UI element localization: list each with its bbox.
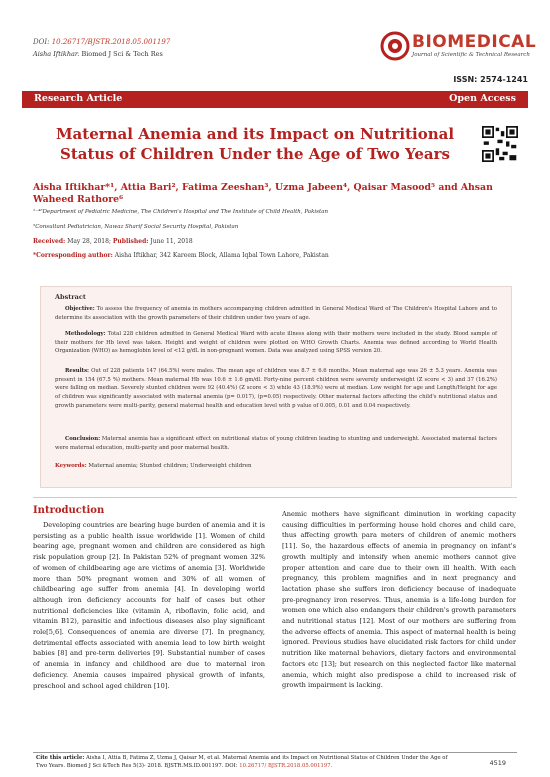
logo-text: BIOMEDICAL xyxy=(412,32,537,52)
open-access-label: Open Access xyxy=(449,93,516,104)
intro-right-column: Anemic mothers have significant diminution in working capacity causing difficulties in performing house hold chores and child care, thus affecting growth para meters of children of anemic mothers [11]. So, the hazardous effects of anemia in pregnancy on infant's growth multiply and intensify when anemic mothers cannot give proper attention and care due to their own ill health. With each pregnancy, this problem magnifies and in next pregnancy and lactation phase she suffers iron deficiency because of inadequate pre-pregnancy iron reserves. Thus, anemia is a life-long burden for women one which also endangers their children's growth parameters and nutritional status [12]. Most of our mothers are suffering from the adverse effects of anemia. This aspect of maternal health is being ignored. Previous studies have elucidated risk factors for child under nutrition like maternal behaviors, dietary factors and environmental factors etc [13]; but research on this neglected factor like maternal anemia, which might also predispose a child to increased risk of growth impairment is lacking. xyxy=(282,510,516,690)
research-article-label: Research Article xyxy=(34,93,123,104)
doi-line xyxy=(33,38,170,46)
abstract-box xyxy=(40,286,512,488)
received-date: May 28, 2018; xyxy=(67,238,111,245)
methodology-text: Total 228 children admitted in General Medical Ward with acute illness along with their mothers were included in the study. Blood sample of their mothers for Hb level was taken. Height and weight of children were plotted on WHO Growth Charts. Anemia was defined according to World Health Organization (WHO) as hemoglobin level of <12 g/dL in non-pregnant women. Data was analyzed using SPSS version 20. xyxy=(55,331,498,355)
intro-left-column: Developing countries are bearing huge burden of anemia and it is persisting as a public health issue worldwide [1]. Women of child bearing age, pregnant women and children are considered as high risk population group [2]. In Pakistan 52% of pregnant women 32% of women of childbearing age are victims of anemia [3]. Worldwide more than 50% pregnant women and 30% of all women of childbearing age suffer from anemia [4]. In developing world although iron deficiency accounts for half of cases but other nutritional deficiencies like (vitamin A, riboflavin, folic acid, and vitamin B12), parasitic and infectious diseases also play significant role[5,6]. Consequences of anemia are diverse [7]. In pregnancy, detrimental effects associated with anemia lead to low birth weight babies [8] and pre-term deliveries [9]. Substantial number of cases of anemia in infancy and childhood are due to maternal iron deficiency. Anemia causes impaired physical growth of infants, preschool and school aged children [10]. xyxy=(33,521,265,690)
abstract-objective xyxy=(55,305,497,322)
corresponding-author xyxy=(33,252,329,259)
section-divider xyxy=(33,497,517,498)
biomedical-logo-icon xyxy=(380,30,410,62)
published-label: Published: xyxy=(112,238,149,245)
abstract-heading: Abstract xyxy=(55,293,86,301)
keywords-text: Maternal anemia; Stunted children; Underweight children xyxy=(88,463,252,469)
keywords-label: Keywords: xyxy=(55,463,87,469)
doi-label: DOI: xyxy=(33,38,50,46)
cite-text: Aisha I, Attia B, Fatima Z, Uzma J, Qaisar M, et al. Maternal Anemia and its Impact on Nutritional Status of Children Under the Age of Two Years. Biomed J Sci &Tech Res 5(3)- 2018. BJSTR.MS.ID.001197. DOI: xyxy=(36,755,448,769)
received-label: Received: xyxy=(33,238,66,245)
methodology-label: Methodology: xyxy=(65,331,106,337)
doi-link[interactable]: 10.26717/BJSTR.2018.05.001197 xyxy=(51,38,171,46)
dates xyxy=(33,238,193,245)
abstract-methodology xyxy=(55,330,497,356)
conclusion-label: Conclusion: xyxy=(65,436,101,442)
logo-subtitle: Journal of Scientific & Technical Research xyxy=(412,52,530,58)
introduction-heading: Introduction xyxy=(33,505,105,516)
short-ref-journal: Biomed J Sci & Tech Res xyxy=(81,50,163,58)
results-text: Out of 228 patients 147 (64.5%) were males. The mean age of children was 8.7 ± 6.6 months. Mean maternal age was 26 ± 5.3 years. Anemia was present in 154 (67.5 %) mothers. Mean maternal Hb was 10.6 ± 1.6 gm/dl. Forty-nine percent children were severely underweight (Z score < 3) and 37 (16.2%) were falling on median. Severely stunted children were 92 (40.4%) (Z score < 3) while 43 (18.9%) were at median. Low weight for age and Length/Height for age of children was significantly associated with maternal anemia (p= 0.017), (p=0.05) respectively. Other maternal factors affecting the child's nutritional status and growth parameters were multi-parity, general maternal health and education level with p value of 0.005, 0.01 and 0.04 respectively. xyxy=(55,368,497,409)
author-list: Aisha Iftikhar*¹, Attia Bari², Fatima Zeeshan³, Uzma Jabeen⁴, Qaisar Masood⁵ and Ahsan Waheed Rathore⁶ xyxy=(33,182,493,205)
published-date: June 11, 2018 xyxy=(150,238,193,245)
cite-label: Cite this article: xyxy=(36,755,85,761)
short-reference xyxy=(33,50,163,58)
keywords xyxy=(55,463,252,469)
results-label: Results: xyxy=(65,368,90,374)
issn: ISSN: 2574-1241 xyxy=(453,75,528,84)
qr-code-icon[interactable] xyxy=(482,126,518,162)
affiliation-1: ¹⁻⁴⁶Department of Pediatric Medicine, The Children's Hospital and The Institute of Child Health, Pakistan xyxy=(33,209,329,215)
affiliation-2: ⁵Consultant Pediatrician, Nawaz Sharif Social Security Hospital, Pakistan xyxy=(33,224,239,230)
cite-doi-link[interactable]: 10.26717/ BJSTR.2018.05.001197. xyxy=(239,763,333,769)
short-ref-author: Aisha Iftikhar. xyxy=(33,50,80,58)
abstract-conclusion xyxy=(55,435,497,452)
footer-divider xyxy=(33,752,517,753)
corresponding-label: *Corresponding author: xyxy=(33,252,113,259)
corresponding-text: Aisha Iftikhar, 342 Kareem Block, Allama Iqbal Town Lahore, Pakistan xyxy=(114,252,329,259)
objective-label: Objective: xyxy=(65,306,95,312)
objective-text: To assess the frequency of anemia in mothers accompanying children admitted in General Medical Ward of The Children's Hospital Lahore and to determine its association with the growth parameters of their children under two years of age. xyxy=(55,306,498,321)
article-title: Maternal Anemia and its Impact on Nutritional Status of Children Under the Age of Two Years xyxy=(55,125,455,163)
article-type-bar xyxy=(22,91,528,108)
abstract-results xyxy=(55,367,497,411)
conclusion-text: Maternal anemia has a significant effect on nutritional status of young children leading to stunting and underweight. Associated maternal factors were maternal education, multi-parity and poor maternal health. xyxy=(55,436,497,451)
citation xyxy=(36,754,456,770)
journal-logo xyxy=(380,30,537,65)
page-number: 4519 xyxy=(489,759,506,767)
